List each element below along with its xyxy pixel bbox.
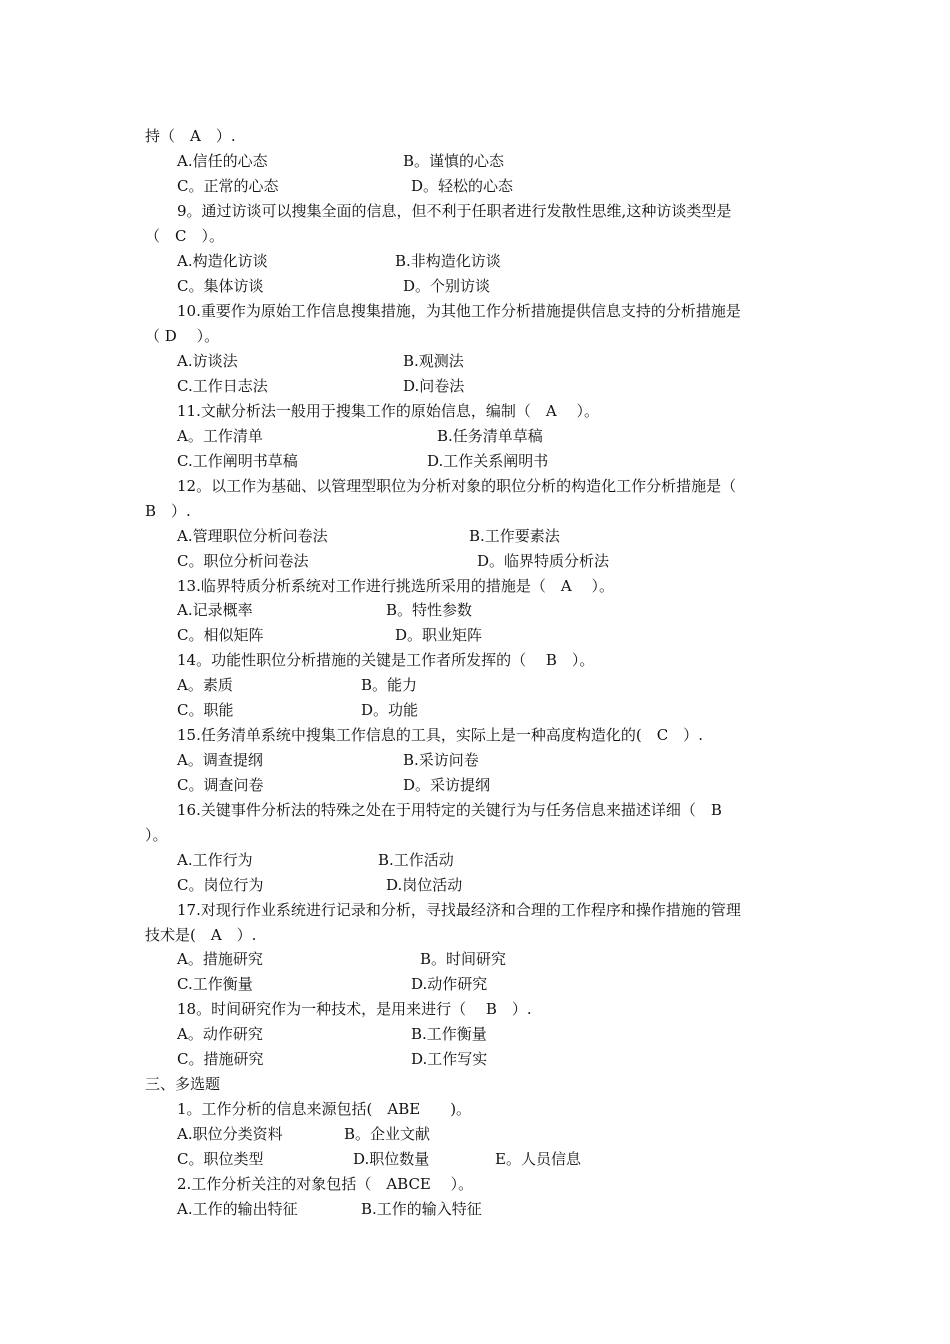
option-16a: A.工作行为: [177, 851, 253, 869]
question-11: 11.文献分析法一般用于搜集工作的原始信息，编制（ A ）。: [177, 402, 599, 420]
option-13c: C。相似矩阵: [177, 626, 264, 644]
option-17b: B。时间研究: [420, 950, 507, 968]
mc-option-1a: A.职位分类资料: [177, 1125, 283, 1143]
question-16-continuation: ）。: [145, 826, 168, 844]
mc-option-1c: C。职位类型: [177, 1150, 264, 1168]
mc-option-1e: E。人员信息: [495, 1150, 581, 1168]
option-11a: A。工作清单: [177, 427, 263, 445]
option-18b: B.工作衡量: [411, 1025, 487, 1043]
question-10: 10.重要作为原始工作信息搜集措施，为其他工作分析措施提供信息支持的分析措施是: [177, 302, 741, 320]
option-17c: C.工作衡量: [177, 975, 253, 993]
question-14: 14。功能性职位分析措施的关键是工作者所发挥的（ B ）。: [177, 651, 595, 669]
option-15b: B.采访问卷: [403, 751, 479, 769]
option-8a: A.信任的心态: [177, 152, 268, 170]
question-17-continuation: 技术是( A ）.: [145, 926, 257, 944]
option-18c: C。措施研究: [177, 1050, 264, 1068]
option-11d: D.工作关系阐明书: [427, 452, 549, 470]
mc-option-2a: A.工作的输出特征: [177, 1200, 298, 1218]
option-13a: A.记录概率: [177, 601, 253, 619]
option-17a: A。措施研究: [177, 950, 263, 968]
option-16d: D.岗位活动: [386, 876, 463, 894]
question-18: 18。时间研究作为一种技术，是用来进行（ B ）.: [177, 1000, 532, 1018]
option-15a: A。调查提纲: [177, 751, 263, 769]
option-12b: B.工作要素法: [469, 527, 560, 545]
question-17: 17.对现行作业系统进行记录和分析，寻找最经济和合理的工作程序和操作措施的管理: [177, 901, 741, 919]
section-heading-multiple-choice: 三、多选题: [145, 1075, 221, 1093]
option-16b: B.工作活动: [378, 851, 454, 869]
option-10b: B.观测法: [403, 352, 464, 370]
option-13b: B。特性参数: [386, 601, 473, 619]
option-9b: B.非构造化访谈: [395, 252, 501, 270]
option-13d: D。职业矩阵: [395, 626, 483, 644]
mc-option-1b: B。企业文献: [344, 1125, 431, 1143]
option-10a: A.访谈法: [177, 352, 238, 370]
option-9d: D。个别访谈: [403, 277, 491, 295]
question-9-answer: （ C ）。: [145, 227, 224, 245]
option-15c: C。调查问卷: [177, 776, 264, 794]
option-16c: C。岗位行为: [177, 876, 264, 894]
mc-option-1d: D.职位数量: [353, 1150, 430, 1168]
question-12-answer: B ）.: [145, 502, 191, 520]
option-17d: D.动作研究: [411, 975, 488, 993]
question-12: 12。以工作为基础、以管理型职位为分析对象的职位分析的构造化工作分析措施是（: [177, 477, 737, 495]
option-18d: D.工作写实: [411, 1050, 488, 1068]
option-18a: A。动作研究: [177, 1025, 263, 1043]
option-8d: D。轻松的心态: [411, 177, 514, 195]
option-14b: B。能力: [361, 676, 418, 694]
question-10-answer: （ D ）。: [145, 327, 220, 345]
option-11c: C.工作阐明书草稿: [177, 452, 298, 470]
option-12d: D。临界特质分析法: [477, 552, 610, 570]
mc-option-2b: B.工作的输入特征: [361, 1200, 482, 1218]
option-9a: A.构造化访谈: [177, 252, 268, 270]
option-10c: C.工作日志法: [177, 377, 268, 395]
question-8-continuation: 持（ A ）.: [145, 127, 236, 145]
question-13: 13.临界特质分析系统对工作进行挑选所采用的措施是（ A ）。: [177, 577, 614, 595]
option-14c: C。职能: [177, 701, 234, 719]
question-9: 9。通过访谈可以搜集全面的信息，但不利于任职者进行发散性思维,这种访谈类型是: [177, 202, 732, 220]
mc-question-2: 2.工作分析关注的对象包括（ ABCE ）。: [177, 1175, 474, 1193]
question-16: 16.关键事件分析法的特殊之处在于用特定的关键行为与任务信息来描述详细（ B: [177, 801, 722, 819]
option-8b: B。谨慎的心态: [403, 152, 505, 170]
option-14a: A。素质: [177, 676, 233, 694]
option-8c: C。正常的心态: [177, 177, 279, 195]
option-15d: D。采访提纲: [403, 776, 491, 794]
mc-question-1: 1。工作分析的信息来源包括( ABE )。: [177, 1100, 472, 1118]
option-14d: D。功能: [361, 701, 419, 719]
option-10d: D.问卷法: [403, 377, 465, 395]
option-12a: A.管理职位分析问卷法: [177, 527, 328, 545]
question-15: 15.任务清单系统中搜集工作信息的工具，实际上是一种高度构造化的( C ）.: [177, 726, 703, 744]
option-11b: B.任务清单草稿: [437, 427, 543, 445]
option-12c: C。职位分析问卷法: [177, 552, 309, 570]
option-9c: C。集体访谈: [177, 277, 264, 295]
